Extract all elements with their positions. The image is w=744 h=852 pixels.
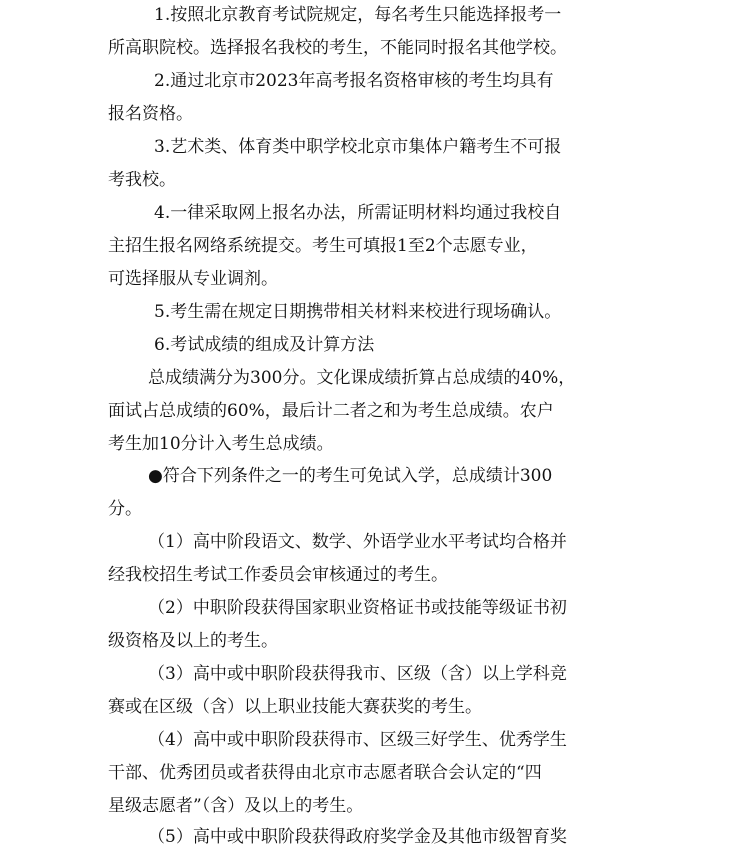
text-line-content: 可选择服从专业调剂。: [108, 269, 278, 289]
text-line: [0, 33, 744, 63]
text-line-content: （1）高中阶段语文、数学、外语学业水平考试均合格并: [148, 532, 567, 552]
text-line: [0, 822, 744, 852]
text-line-content: 5.考生需在规定日期携带相关材料来校进行现场确认。: [154, 302, 562, 322]
text-line: [0, 461, 744, 491]
text-line: [0, 132, 744, 162]
text-line: [0, 297, 744, 327]
text-line-content: ●符合下列条件之一的考生可免试入学，总成绩计300: [148, 466, 553, 486]
text-line: [0, 692, 744, 722]
text-line: [0, 396, 744, 426]
text-line: [0, 725, 744, 755]
text-line: [0, 791, 744, 821]
text-line-content: （5）高中或中职阶段获得政府奖学金及其他市级智育奖: [148, 827, 567, 847]
text-line-content: 经我校招生考试工作委员会审核通过的考生。: [108, 565, 448, 585]
text-line: [0, 363, 744, 393]
text-line-content: 4.一律采取网上报名办法，所需证明材料均通过我校自: [154, 203, 562, 223]
text-line: [0, 264, 744, 294]
text-line-content: 总成绩满分为300分。文化课成绩折算占总成绩的40%，: [148, 368, 576, 388]
text-line: [0, 231, 744, 261]
text-line-content: 1.按照北京教育考试院规定，每名考生只能选择报考一: [154, 5, 562, 25]
text-line-content: 所高职院校。选择报名我校的考生，不能同时报名其他学校。: [108, 38, 567, 58]
text-line: [0, 626, 744, 656]
text-line-content: 考生加10分计入考生总成绩。: [108, 434, 334, 454]
text-line-content: 报名资格。: [108, 104, 193, 124]
text-line: [0, 330, 744, 360]
text-line-content: 星级志愿者”（含）及以上的考生。: [108, 796, 364, 816]
text-line: [0, 758, 744, 788]
text-line-content: 赛或在区级（含）以上职业技能大赛获奖的考生。: [108, 697, 482, 717]
text-line-content: 3.艺术类、体育类中职学校北京市集体户籍考生不可报: [154, 137, 562, 157]
text-line: [0, 659, 744, 689]
text-line: [0, 560, 744, 590]
text-line-content: 考我校。: [108, 170, 176, 190]
text-line: [0, 527, 744, 557]
text-line-content: （3）高中或中职阶段获得我市、区级（含）以上学科竞: [148, 664, 567, 684]
text-line: [0, 198, 744, 228]
text-line-content: 级资格及以上的考生。: [108, 631, 278, 651]
text-line: [0, 66, 744, 96]
text-line-content: （2）中职阶段获得国家职业资格证书或技能等级证书初: [148, 598, 567, 618]
text-line-content: （4）高中或中职阶段获得市、区级三好学生、优秀学生: [148, 730, 567, 750]
text-line: [0, 593, 744, 623]
text-line: [0, 494, 744, 524]
text-line-content: 2.通过北京市2023年高考报名资格审核的考生均具有: [154, 71, 554, 91]
text-line: [0, 165, 744, 195]
text-line-content: 干部、优秀团员或者获得由北京市志愿者联合会认定的“四: [108, 763, 542, 783]
text-line-content: 6.考试成绩的组成及计算方法: [154, 335, 375, 355]
text-line-content: 面试占总成绩的60%，最后计二者之和为考生总成绩。农户: [108, 401, 554, 421]
text-line: [0, 429, 744, 459]
text-line-content: 分。: [108, 499, 142, 519]
text-line-content: 主招生报名网络系统提交。考生可填报1至2个志愿专业，: [108, 236, 538, 256]
text-line: [0, 99, 744, 129]
text-line: [0, 0, 744, 30]
